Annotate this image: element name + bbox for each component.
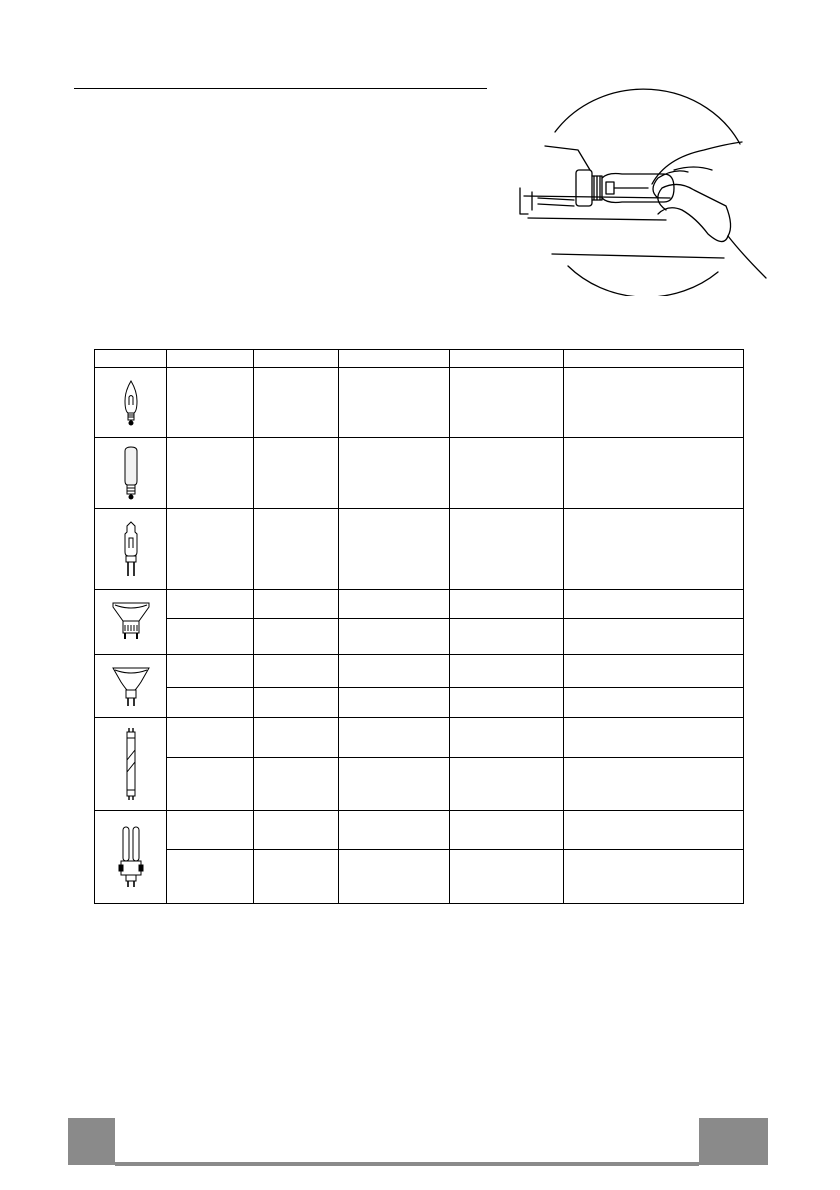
table-cell	[339, 758, 450, 811]
table-cell	[254, 718, 339, 758]
bulb-spec-table	[94, 349, 744, 904]
gu10-spot-icon	[111, 599, 151, 645]
bulb-icon-cell	[95, 590, 167, 655]
magnifier-circle	[555, 89, 740, 296]
table-cell	[564, 509, 744, 590]
table-cell	[339, 718, 450, 758]
table-cell	[254, 590, 339, 619]
fluorescent-tube-icon	[123, 728, 139, 800]
bulb-icon-cell	[95, 811, 167, 904]
table-cell	[450, 850, 564, 904]
table-header-row	[95, 350, 744, 368]
table-cell	[167, 655, 254, 688]
table-cell	[167, 718, 254, 758]
table-cell	[564, 811, 744, 850]
table-cell	[339, 619, 450, 655]
bulb-icon-cell	[95, 438, 167, 509]
table-cell	[254, 850, 339, 904]
tube-bulb-icon	[121, 445, 141, 501]
table-cell	[167, 509, 254, 590]
table-row	[95, 590, 744, 619]
mr16-spot-icon	[111, 664, 151, 708]
table-cell	[167, 811, 254, 850]
table-cell	[339, 811, 450, 850]
table-cell	[167, 688, 254, 718]
header-cell	[167, 350, 254, 368]
table-cell	[564, 758, 744, 811]
table-cell	[450, 688, 564, 718]
table-row	[95, 850, 744, 904]
table-cell	[564, 718, 744, 758]
table-cell	[254, 811, 339, 850]
table-cell	[564, 619, 744, 655]
table-cell	[339, 509, 450, 590]
table-cell	[450, 655, 564, 688]
lamp-replacement-illustration	[498, 86, 772, 296]
table-cell	[167, 619, 254, 655]
table-cell	[339, 368, 450, 438]
footer-left-marker	[68, 1118, 115, 1165]
compact-fluorescent-icon	[118, 825, 144, 889]
table-cell	[450, 811, 564, 850]
header-cell	[95, 350, 167, 368]
candle-bulb-icon	[121, 379, 141, 427]
table-cell	[167, 758, 254, 811]
table-row	[95, 758, 744, 811]
table-cell	[254, 509, 339, 590]
halogen-capsule-icon	[121, 520, 141, 578]
table-cell	[254, 758, 339, 811]
header-cell	[564, 350, 744, 368]
table-cell	[564, 850, 744, 904]
table-cell	[564, 368, 744, 438]
header-cell	[339, 350, 450, 368]
section-title-rule	[74, 88, 487, 89]
table-cell	[339, 688, 450, 718]
table-cell	[564, 655, 744, 688]
table-row	[95, 368, 744, 438]
table-cell	[450, 758, 564, 811]
table-cell	[450, 368, 564, 438]
table-cell	[339, 850, 450, 904]
table-cell	[450, 619, 564, 655]
bulb-icon-cell	[95, 655, 167, 718]
bulb-socket	[576, 170, 602, 206]
table-cell	[254, 368, 339, 438]
bulb-icon-cell	[95, 368, 167, 438]
table-cell	[167, 590, 254, 619]
table-cell	[339, 438, 450, 509]
footer-rule	[115, 1162, 699, 1166]
header-cell	[450, 350, 564, 368]
table-row	[95, 811, 744, 850]
table-cell	[450, 438, 564, 509]
table-cell	[339, 590, 450, 619]
bulb-icon-cell	[95, 509, 167, 590]
table-cell	[564, 590, 744, 619]
table-cell	[167, 438, 254, 509]
table-row	[95, 655, 744, 688]
header-cell	[254, 350, 339, 368]
table-cell	[254, 688, 339, 718]
footer-right-marker	[699, 1118, 768, 1165]
table-row	[95, 438, 744, 509]
bulb-icon-cell	[95, 718, 167, 811]
table-row	[95, 619, 744, 655]
table-cell	[564, 438, 744, 509]
table-cell	[450, 590, 564, 619]
table-cell	[254, 438, 339, 509]
table-cell	[254, 619, 339, 655]
table-cell	[450, 718, 564, 758]
table-row	[95, 688, 744, 718]
table-row	[95, 509, 744, 590]
table-cell	[339, 655, 450, 688]
table-cell	[564, 688, 744, 718]
table-cell	[450, 509, 564, 590]
table-row	[95, 718, 744, 758]
table-cell	[167, 368, 254, 438]
table-cell	[167, 850, 254, 904]
table-cell	[254, 655, 339, 688]
